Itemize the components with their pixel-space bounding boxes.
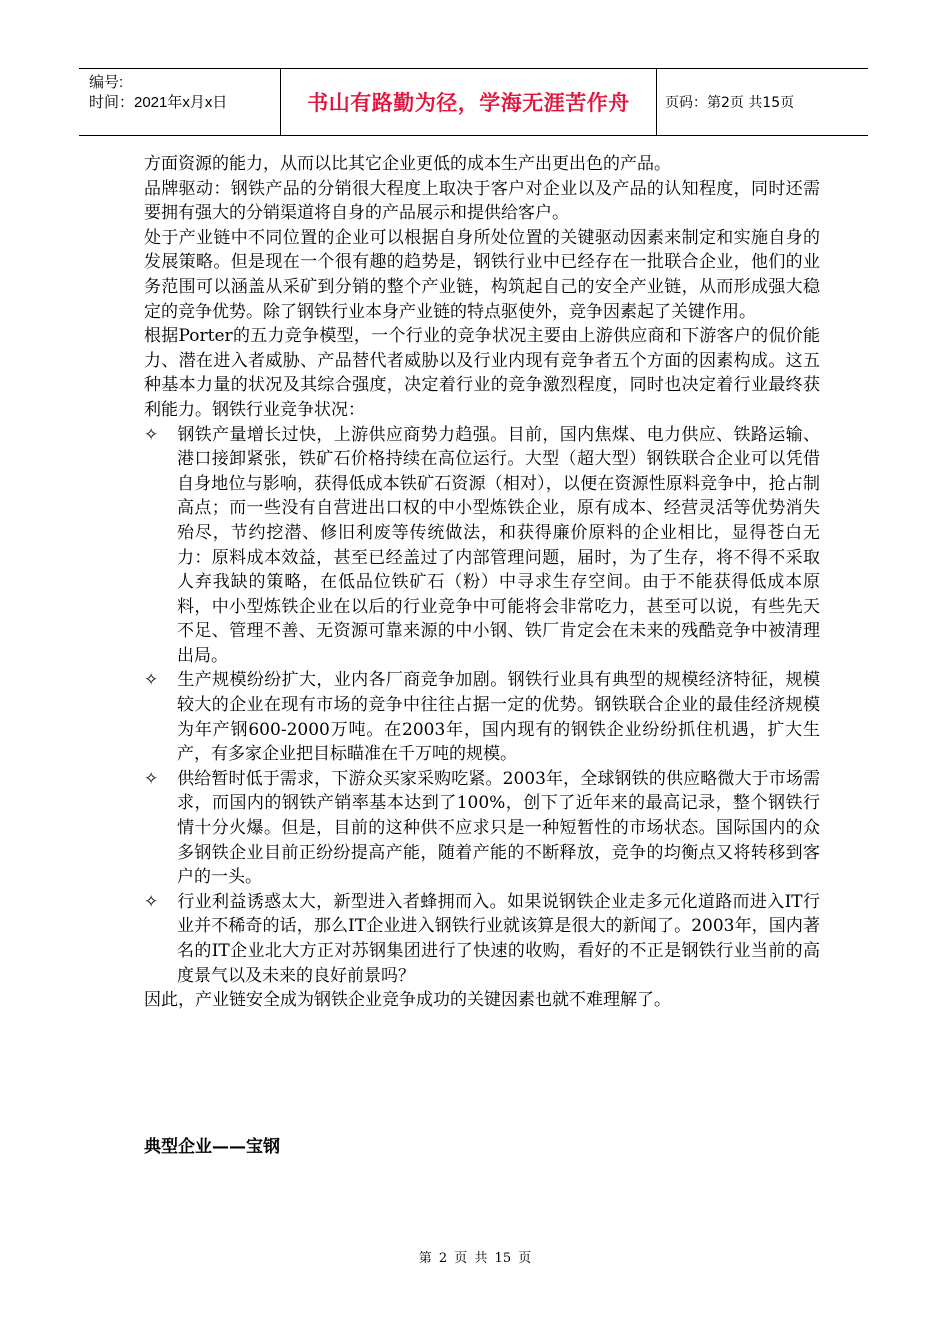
bullet-item: [144, 423, 820, 669]
page-footer: 第 2 页 共 15 页: [418, 1251, 532, 1266]
bullet-diamond-icon: ✧: [144, 768, 159, 789]
bullet-item: [144, 668, 820, 766]
bullet-item: [144, 767, 820, 890]
bullet-text: 行业利益诱惑太大，新型进入者蜂拥而入。如果说钢铁企业走多元化道路而进入IT行业并不稀奇的话，那么IT企业进入钢铁行业就该算是很大的新闻了。2003年，国内著名的IT企业北大方正对苏钢集团进行了快速的收购，看好的不正是钢铁行业当前的高度景气以及未来的良好前景吗？: [177, 891, 820, 986]
page-header: [79, 68, 868, 136]
body-paragraph: 处于产业链中不同位置的企业可以根据自身所处位置的关键驱动因素来制定和实施自身的发展策略。但是现在一个很有趣的趋势是，钢铁行业中已经存在一批联合企业，他们的业务范围可以涵盖从采矿到分销的整个产业链，构筑起自己的安全产业链，从而形成强大稳定的竞争优势。除了钢铁行业本身产业链的特点驱使外，竞争因素起了关键作用。: [144, 227, 820, 322]
body-paragraph: 品牌驱动：钢铁产品的分销很大程度上取决于客户对企业以及产品的认知程度，同时还需要拥有强大的分销渠道将自身的产品展示和提供给客户。: [144, 178, 820, 224]
body-paragraph: 方面资源的能力，从而以比其它企业更低的成本生产出更出色的产品。: [144, 154, 671, 174]
bullet-diamond-icon: ✧: [144, 424, 159, 445]
conclusion-paragraph: 因此，产业链安全成为钢铁企业竞争成功的关键因素也就不难理解了。: [144, 990, 671, 1011]
bullet-text: 供给暂时低于需求，下游众买家采购吃紧。2003年，全球钢铁的供应略微大于市场需求，而国内的钢铁产销率基本达到了100%，创下了近年来的最高记录，整个钢铁行情十分火爆。但是，目前的这种供不应求只是一种短暂性的市场状态。国际国内的众多钢铁企业目前正纷纷提高产能，随着产能的不断释放，竞争的均衡点又将转移到客户的一头。: [177, 768, 820, 888]
header-page-info: 页码：第2页 共15页: [665, 95, 795, 111]
body-paragraph: 根据Porter的五力竞争模型，一个行业的竞争状况主要由上游供应商和下游客户的侃价能力、潜在进入者威胁、产品替代者威胁以及行业内现有竞争者五个方面的因素构成。这五种基本力量的状况及其综合强度，决定着行业的竞争激烈程度，同时也决定着行业最终获利能力。钢铁行业竞争状况：: [144, 326, 820, 420]
bullet-diamond-icon: ✧: [144, 670, 159, 691]
bullet-text: 生产规模纷纷扩大，业内各厂商竞争加剧。钢铁行业具有典型的规模经济特征，规模较大的企业在现有市场的竞争中往往占据一定的优势。钢铁联合企业的最佳经济规模为年产钢600-2000万吨。在2003年，国内现有的钢铁企业纷纷抓住机遇，扩大生产，有多家企业把目标瞄准在千万吨的规模。: [177, 670, 820, 765]
document-body: [144, 152, 820, 1013]
bullet-text: 钢铁产量增长过快，上游供应商势力趋强。目前，国内焦煤、电力供应、铁路运输、港口接卸紧张，铁矿石价格持续在高位运行。大型（超大型）钢铁联合企业可以凭借自身地位与影响，获得低成本铁矿石资源（相对），以便在资源性原料竞争中，抢占制高点；而一些没有自营进出口权的中小型炼铁企业，原有成本、经营灵活等优势消失殆尽，节约挖潜、修旧利废等传统做法，和获得廉价原料的企业相比，显得苍白无力：原料成本效益，甚至已经盖过了内部管理问题，届时，为了生存，将不得不采取人弃我缺的策略，在低品位铁矿石（粉）中寻求生存空间。由于不能获得低成本原料，中小型炼铁企业在以后的行业竞争中可能将会非常吃力，甚至可以说，有些先天不足、管理不善、无资源可靠来源的中小钢、铁厂肯定会在未来的残酷竞争中被清理出局。: [177, 424, 820, 666]
section-heading: 典型企业——宝钢: [144, 1137, 280, 1157]
bullet-item: [144, 890, 820, 988]
header-motto: 书山有路勤为径，学海无涯苦作舟: [281, 69, 657, 135]
document-time-label: 时间：2021年x月x日: [89, 94, 228, 111]
bullet-diamond-icon: ✧: [144, 891, 159, 912]
document-number-label: 编号:: [89, 74, 124, 91]
header-meta: [79, 69, 281, 135]
